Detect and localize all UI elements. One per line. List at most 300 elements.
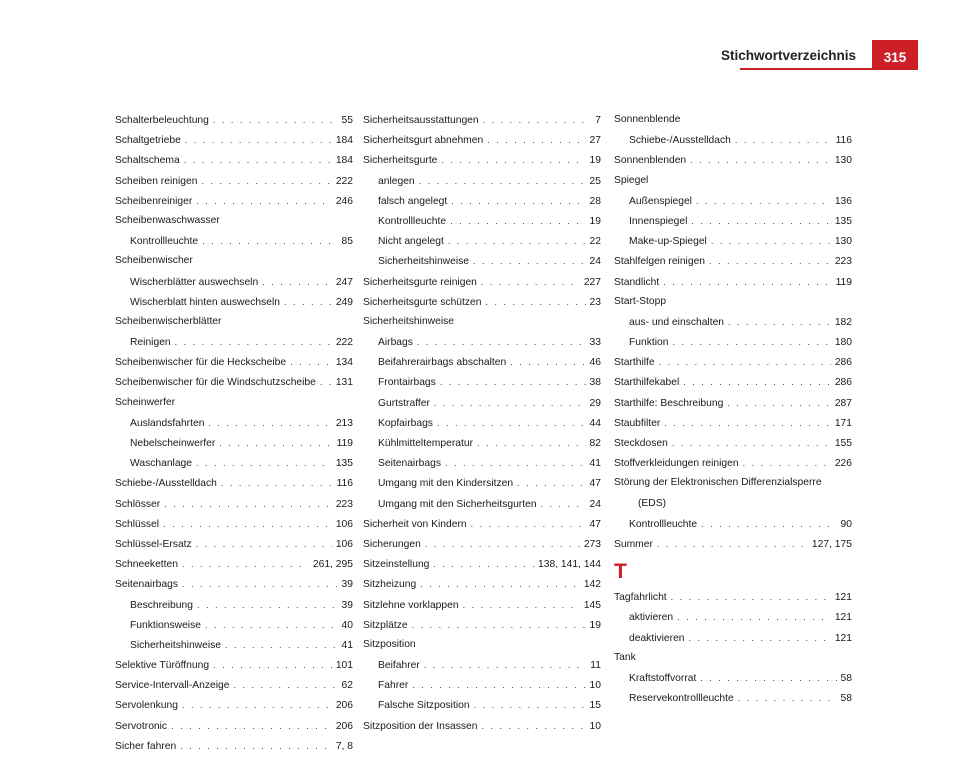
entry-label: Stahlfelgen reinigen: [614, 256, 706, 268]
dot-leader: [481, 272, 580, 292]
page-reference: 33: [589, 337, 601, 349]
page-reference: 106: [335, 518, 353, 530]
page-reference: 134: [335, 357, 353, 369]
dot-leader: [182, 574, 338, 594]
page-reference: 116: [336, 478, 353, 490]
entry-label: Starthilfe: Beschreibung: [614, 397, 724, 409]
page-reference: 41: [341, 639, 353, 651]
page-reference: 222: [335, 337, 353, 349]
index-entry: [363, 574, 601, 594]
dot-leader: [517, 473, 585, 493]
page-reference: 180: [834, 337, 852, 349]
index-entry: [363, 514, 601, 534]
index-entry: [115, 675, 353, 695]
page-reference: 23: [589, 296, 601, 308]
entry-label: Kontrollleuchte: [130, 236, 199, 248]
dot-leader: [672, 433, 831, 453]
page-reference: 24: [589, 256, 601, 268]
entry-label: anlegen: [378, 175, 415, 187]
index-subentry: [363, 211, 601, 231]
index-entry: [115, 171, 353, 191]
index-entry: [363, 130, 601, 150]
dot-leader: [184, 150, 332, 170]
index-subentry: [363, 494, 601, 514]
page-reference: 131: [335, 377, 353, 389]
page-reference: 11: [590, 660, 601, 672]
dot-leader: [420, 574, 580, 594]
dot-leader: [709, 251, 831, 271]
index-entry: [115, 494, 353, 514]
index-subentry: [115, 615, 353, 635]
entry-label: Sitzposition der Insassen: [363, 720, 478, 732]
index-subentry: [614, 628, 852, 648]
index-subentry: [363, 413, 601, 433]
index-subentry: [614, 312, 852, 332]
dot-leader: [664, 413, 830, 433]
page-reference: 39: [341, 599, 353, 611]
index-subentry: [115, 595, 353, 615]
entry-label: Sitzposition: [363, 638, 416, 650]
dot-leader: [412, 675, 585, 695]
index-subentry: [614, 607, 852, 627]
entry-label: (EDS): [638, 497, 667, 509]
index-entry: [115, 251, 353, 271]
page-reference: 227: [583, 276, 601, 288]
index-subentry: [363, 372, 601, 392]
entry-label: Sitzplätze: [363, 619, 408, 631]
index-entry: [115, 736, 353, 756]
index-entry: [115, 716, 353, 736]
index-subentry: [363, 332, 601, 352]
page-reference: 22: [589, 236, 601, 248]
dot-leader: [510, 352, 585, 372]
entry-label: Sicherungen: [363, 538, 421, 550]
entry-label: aus- und einschalten: [629, 316, 725, 328]
page-reference: 286: [834, 377, 852, 389]
page-reference: 85: [341, 236, 353, 248]
entry-label: Scheibenwischerblätter: [115, 315, 222, 327]
entry-label: Kraftstoffvorrat: [629, 672, 697, 684]
dot-leader: [225, 635, 338, 655]
index-entry: [363, 150, 601, 170]
index-entry: [115, 211, 353, 231]
page-reference: 119: [336, 438, 353, 449]
page-number-tab: 315: [872, 40, 918, 69]
index-subentry: [614, 514, 852, 534]
dot-leader: [671, 587, 831, 607]
dot-leader: [290, 352, 332, 372]
dot-leader: [700, 668, 836, 688]
index-subentry: [363, 675, 601, 695]
index-column-1: [115, 110, 353, 756]
entry-label: Falsche Sitzposition: [378, 700, 470, 712]
dot-leader: [691, 211, 830, 231]
entry-label: Seitenairbags: [115, 579, 178, 591]
entry-label: Scheiben reinigen: [115, 175, 198, 187]
entry-label: Sicherheitsgurte reinigen: [363, 276, 477, 288]
entry-label: Sitzeinstellung: [363, 559, 430, 571]
index-entry: [363, 312, 601, 332]
index-entry: [614, 587, 852, 607]
index-entry: [363, 534, 601, 554]
entry-label: Steckdosen: [614, 438, 668, 449]
page-reference: 184: [335, 135, 353, 147]
page-reference: 121: [834, 592, 852, 604]
page-reference: 29: [589, 397, 601, 409]
dot-leader: [171, 716, 332, 736]
index-entry: [115, 393, 353, 413]
index-subentry: [363, 453, 601, 473]
page-reference: 24: [589, 498, 601, 510]
dot-leader: [728, 312, 831, 332]
entry-label: Waschanlage: [130, 458, 193, 470]
page-reference: 145: [583, 599, 601, 611]
running-header-title: Stichwortverzeichnis: [720, 48, 856, 63]
entry-label: Scheibenwischer für die Heckscheibe: [115, 357, 287, 369]
dot-leader: [197, 595, 338, 615]
entry-label: Sicherheitshinweise: [363, 315, 455, 327]
page-reference: 58: [840, 693, 852, 705]
index-entry: [614, 150, 852, 170]
index-entry: [115, 473, 353, 493]
entry-label: Staubfilter: [614, 417, 661, 429]
page-reference: 46: [589, 357, 601, 369]
page-reference: 38: [589, 377, 601, 389]
entry-label: Sitzheizung: [363, 579, 417, 591]
entry-label: Stoffverkleidungen reinigen: [614, 458, 739, 470]
page-reference: 138, 141, 144: [538, 559, 601, 571]
page-reference: 58: [840, 672, 852, 684]
dot-leader: [657, 534, 808, 554]
page-reference: 15: [589, 700, 601, 712]
page-reference: 261, 295: [312, 559, 353, 571]
index-entry: [614, 648, 852, 668]
entry-label: Beifahrer: [378, 660, 420, 672]
page-reference: 47: [589, 478, 601, 490]
page-reference: 287: [834, 397, 852, 409]
entry-label: Scheibenwischer: [115, 255, 193, 267]
index-subentry: [614, 231, 852, 251]
dot-leader: [164, 494, 332, 514]
page-reference: 27: [589, 135, 601, 147]
dot-leader: [473, 251, 586, 271]
entry-label: Scheibenwaschwasser: [115, 214, 220, 226]
page-reference: 171: [834, 417, 852, 429]
dot-leader: [663, 272, 831, 292]
index-entry: [115, 352, 353, 372]
dot-leader: [690, 150, 831, 170]
dot-leader: [711, 231, 831, 251]
index-entry: [115, 534, 353, 554]
entry-label: Schaltgetriebe: [115, 135, 181, 147]
entry-label: Servotronic: [115, 720, 168, 732]
dot-leader: [477, 433, 586, 453]
entry-label: Sicherheitshinweise: [378, 256, 470, 268]
entry-label: Sicher fahren: [115, 740, 177, 752]
index-entry: [115, 514, 353, 534]
dot-leader: [451, 191, 585, 211]
dot-leader: [202, 231, 337, 251]
index-subentry: [363, 655, 601, 675]
entry-label: Reservekontrollleuchte: [629, 693, 734, 705]
entry-label: Umgang mit den Kindersitzen: [378, 478, 514, 490]
dot-leader: [412, 615, 586, 635]
index-entry: [614, 534, 852, 554]
dot-leader: [205, 615, 338, 635]
entry-label: Außenspiegel: [629, 195, 692, 207]
dot-leader: [424, 655, 587, 675]
index-entry: [115, 574, 353, 594]
entry-label: Sonnenblende: [614, 114, 681, 125]
entry-label: Selektive Türöffnung: [115, 660, 210, 672]
dot-leader: [727, 393, 830, 413]
index-subentry: [363, 231, 601, 251]
entry-label: Schlösser: [115, 498, 161, 510]
page-reference: 40: [341, 619, 353, 631]
page-reference: 249: [335, 296, 353, 308]
page-reference: 155: [834, 438, 852, 449]
entry-label: Scheinwerfer: [115, 396, 176, 408]
page-reference: 119: [835, 276, 852, 288]
page-reference: 10: [589, 680, 601, 692]
entry-label: Service-Intervall-Anzeige: [115, 680, 230, 692]
entry-label: Sitzlehne vorklappen: [363, 599, 459, 611]
dot-leader: [677, 607, 831, 627]
page-reference: 135: [834, 215, 852, 227]
dot-leader: [487, 130, 585, 150]
entry-label: Airbags: [378, 337, 413, 349]
dot-leader: [182, 554, 309, 574]
index-entry: [363, 292, 601, 312]
entry-label: Scheibenwischer für die Windschutzscheibe: [115, 377, 316, 389]
index-entry: [115, 191, 353, 211]
entry-label: Starthilfe: [614, 357, 655, 369]
page-reference: 127, 175: [811, 538, 852, 550]
page-reference: 135: [335, 458, 353, 470]
index-entry: [614, 171, 852, 191]
entry-label: falsch angelegt: [378, 195, 448, 207]
section-letter: T: [614, 560, 627, 584]
index-entry: [363, 554, 601, 574]
index-column-2: [363, 110, 601, 736]
dot-leader: [434, 393, 586, 413]
page-reference: 184: [335, 155, 353, 167]
entry-label: Schlüssel: [115, 518, 160, 530]
dot-leader: [483, 110, 592, 130]
page-reference: 226: [834, 458, 852, 470]
dot-leader: [201, 171, 331, 191]
page-reference: 82: [589, 438, 601, 449]
page-reference: 25: [589, 175, 601, 187]
entry-label: Reinigen: [130, 337, 171, 349]
page-reference: 222: [335, 175, 353, 187]
dot-leader: [196, 453, 332, 473]
dot-leader: [417, 332, 586, 352]
entry-label: Summer: [614, 538, 653, 550]
index-entry: [614, 433, 852, 453]
index-entry: [614, 110, 852, 130]
dot-leader: [485, 292, 585, 312]
entry-label: Servolenkung: [115, 700, 178, 712]
index-subentry: [115, 332, 353, 352]
index-entry: [363, 272, 601, 292]
index-subentry: [614, 494, 852, 514]
page-reference: 142: [583, 579, 601, 591]
dot-leader: [213, 655, 332, 675]
page-reference: 121: [834, 632, 852, 644]
dot-leader: [284, 292, 332, 312]
index-subentry: [115, 413, 353, 433]
page-reference: 136: [834, 195, 852, 207]
entry-label: Funktion: [629, 337, 669, 349]
entry-label: Funktionsweise: [130, 619, 201, 631]
index-subentry: [115, 433, 353, 453]
dot-leader: [463, 595, 580, 615]
dot-leader: [743, 453, 831, 473]
entry-label: Tank: [614, 651, 636, 663]
dot-leader: [541, 494, 586, 514]
dot-leader: [196, 191, 332, 211]
entry-label: Auslandsfahrten: [130, 417, 205, 429]
page-reference: 273: [583, 538, 601, 550]
page-reference: 7: [595, 115, 601, 126]
index-subentry: [363, 352, 601, 372]
page-reference: 206: [335, 720, 353, 732]
entry-label: Seitenairbags: [378, 458, 441, 470]
index-entry: [115, 372, 353, 392]
entry-label: Standlicht: [614, 276, 660, 288]
entry-label: Beschreibung: [130, 599, 193, 611]
entry-label: Scheibenreiniger: [115, 195, 193, 207]
dot-leader: [185, 130, 332, 150]
page-reference: 19: [589, 155, 601, 167]
page-reference: 7, 8: [335, 740, 353, 752]
page-reference: 106: [335, 538, 353, 550]
entry-label: Wischerblätter auswechseln: [130, 276, 259, 288]
dot-leader: [701, 514, 836, 534]
index-entry: [614, 352, 852, 372]
entry-label: Schiebe-/Ausstelldach: [629, 135, 731, 147]
page-reference: 286: [834, 357, 852, 369]
dot-leader: [474, 695, 586, 715]
index-entry: [614, 453, 852, 473]
entry-label: Kopfairbags: [378, 417, 433, 429]
index-entry: [614, 393, 852, 413]
dot-leader: [450, 211, 585, 231]
index-subentry: [115, 272, 353, 292]
page-reference: 39: [341, 579, 353, 591]
index-entry: [115, 695, 353, 715]
index-entry: [115, 150, 353, 170]
index-subentry: [115, 635, 353, 655]
entry-label: Innenspiegel: [629, 215, 688, 227]
page-reference: 223: [335, 498, 353, 510]
dot-leader: [163, 514, 332, 534]
dot-leader: [182, 695, 332, 715]
dot-leader: [445, 453, 586, 473]
entry-label: Starthilfekabel: [614, 377, 680, 389]
entry-label: Störung der Elektronischen Differenzialsperre: [614, 477, 822, 489]
entry-label: Spiegel: [614, 174, 649, 186]
dot-leader: [689, 628, 831, 648]
page-reference: 44: [589, 417, 601, 429]
page-reference: 19: [589, 619, 601, 631]
entry-label: Frontairbags: [378, 377, 436, 389]
entry-label: Sicherheitsgurte: [363, 155, 438, 167]
index-entry: [614, 413, 852, 433]
page-reference: 90: [840, 518, 852, 530]
entry-label: Schaltschema: [115, 155, 180, 167]
index-entry: [363, 716, 601, 736]
index-subentry: [363, 191, 601, 211]
dot-leader: [221, 473, 333, 493]
entry-label: Schalterbeleuchtung: [115, 115, 209, 126]
page-reference: 28: [589, 195, 601, 207]
page-reference: 213: [335, 417, 353, 429]
page-reference: 130: [834, 236, 852, 248]
page-reference: 206: [335, 700, 353, 712]
entry-label: aktivieren: [629, 612, 674, 624]
entry-label: Nicht angelegt: [378, 236, 444, 248]
page-reference: 101: [335, 660, 353, 672]
dot-leader: [673, 332, 831, 352]
index-subentry: [614, 332, 852, 352]
entry-label: Schneeketten: [115, 559, 178, 571]
index-entry: [363, 595, 601, 615]
dot-leader: [683, 372, 831, 392]
entry-label: Beifahrerairbags abschalten: [378, 357, 507, 369]
index-entry: [115, 554, 353, 574]
index-subentry: [115, 453, 353, 473]
dot-leader: [208, 413, 331, 433]
dot-leader: [180, 736, 332, 756]
index-subentry: [115, 292, 353, 312]
dot-leader: [471, 514, 586, 534]
entry-label: deaktivieren: [629, 632, 685, 644]
index-subentry: [363, 473, 601, 493]
entry-label: Kühlmitteltemperatur: [378, 438, 473, 449]
dot-leader: [213, 110, 338, 130]
index-subentry: [614, 688, 852, 708]
dot-leader: [448, 231, 586, 251]
dot-leader: [233, 675, 337, 695]
entry-label: Sicherheit von Kindern: [363, 518, 467, 530]
index-entry: [614, 251, 852, 271]
entry-label: Start-Stopp: [614, 295, 667, 307]
index-entry: [363, 635, 601, 655]
entry-label: Schiebe-/Ausstelldach: [115, 478, 217, 490]
entry-label: Make-up-Spiegel: [629, 236, 707, 248]
dot-leader: [440, 372, 586, 392]
entry-label: Umgang mit den Sicherheitsgurten: [378, 498, 537, 510]
index-entry: [115, 655, 353, 675]
dot-leader: [696, 191, 831, 211]
index-entry: [363, 615, 601, 635]
dot-leader: [659, 352, 831, 372]
dot-leader: [437, 413, 586, 433]
index-column-3: [614, 110, 852, 708]
dot-leader: [735, 130, 832, 150]
index-entry: [115, 130, 353, 150]
dot-leader: [481, 716, 585, 736]
index-subentry: [363, 393, 601, 413]
index-entry: [614, 272, 852, 292]
page-reference: 121: [834, 612, 852, 624]
entry-label: Gurtstraffer: [378, 397, 430, 409]
dot-leader: [419, 171, 586, 191]
entry-label: Sicherheitsgurte schützen: [363, 296, 482, 308]
index-subentry: [614, 191, 852, 211]
